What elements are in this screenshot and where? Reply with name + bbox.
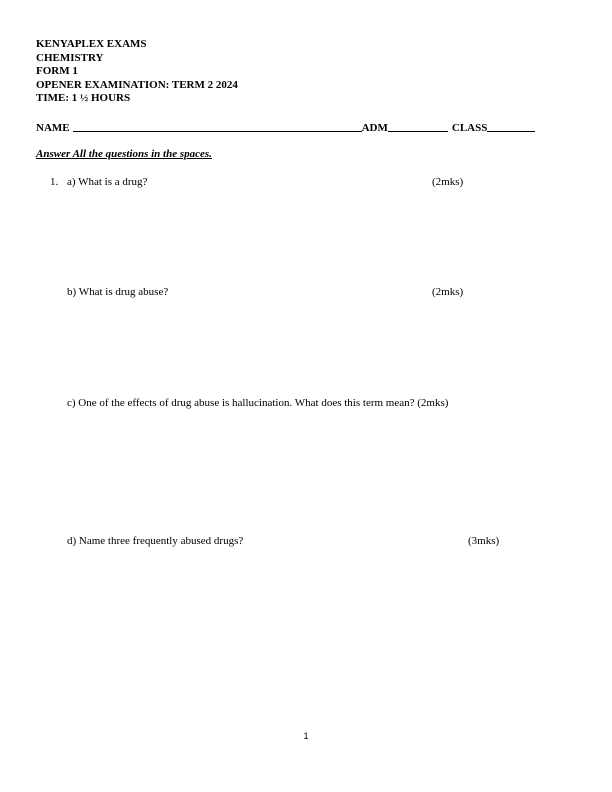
marks-1d: (3mks) <box>468 535 500 547</box>
question-number: 1. <box>50 176 59 188</box>
class-blank[interactable] <box>487 120 535 132</box>
organization-title: KENYAPLEX EXAMS <box>36 38 147 50</box>
adm-label: ADM <box>361 122 388 134</box>
question-1c: c) One of the effects of drug abuse is hallucination. What does this term mean? (2mks) <box>67 397 449 409</box>
question-1d: d) Name three frequently abused drugs? <box>67 535 244 547</box>
marks-1b: (2mks) <box>432 286 464 298</box>
class-label: CLASS <box>451 122 488 134</box>
exam-duration: TIME: 1 ½ HOURS <box>36 92 131 104</box>
subject-title: CHEMISTRY <box>36 51 104 64</box>
form-level: FORM 1 <box>36 65 78 77</box>
page-number: 1 <box>303 731 309 741</box>
question-1a: a) What is a drug? <box>67 176 148 188</box>
name-label: NAME <box>36 122 70 134</box>
name-blank[interactable] <box>73 120 362 132</box>
student-details-line <box>36 120 535 134</box>
instruction-text: Answer All the questions in the spaces. <box>36 148 212 160</box>
marks-1a: (2mks) <box>432 176 464 188</box>
question-1b: b) What is drug abuse? <box>67 286 169 298</box>
adm-blank[interactable] <box>388 120 448 132</box>
exam-title: OPENER EXAMINATION: TERM 2 2024 <box>36 78 238 91</box>
exam-header <box>36 38 238 106</box>
